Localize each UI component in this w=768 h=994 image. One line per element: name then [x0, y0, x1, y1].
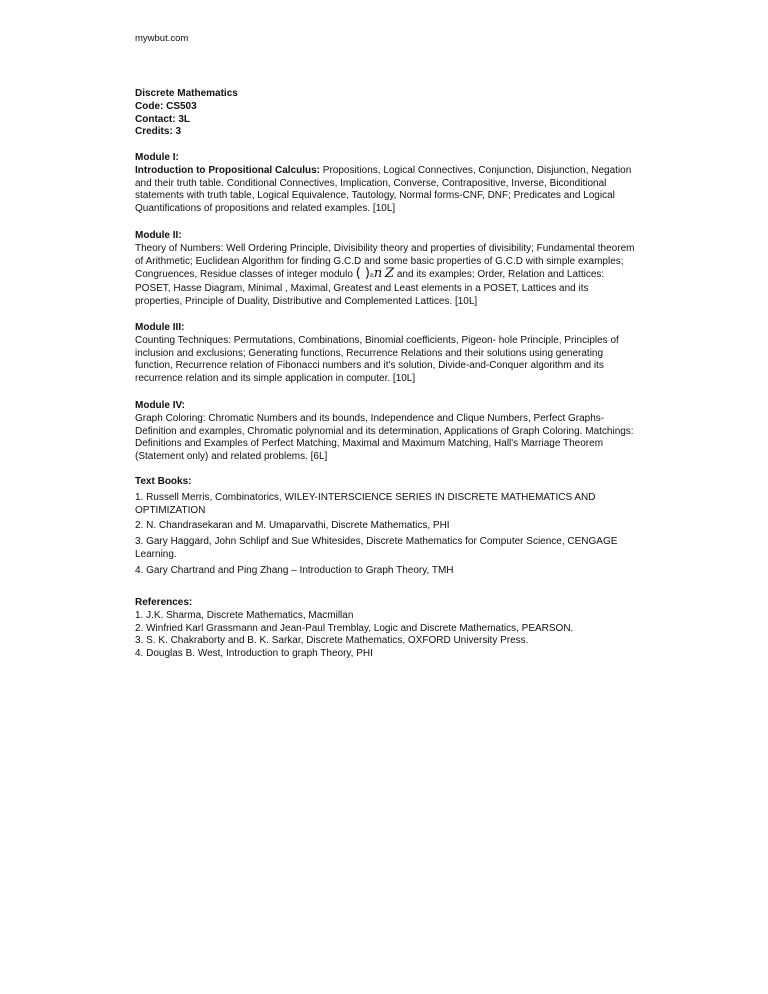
module-4-text: Graph Coloring: Chromatic Numbers and its bounds, Independence and Clique Numbers, Perfect Graphs-Definition and examples, Chromatic polynomial and its determination, Applications of Graph Coloring. Matchings: Definitions and Examples of Perfect Matching, Maximal and Maximum Matching, Hall's Marriage Theorem (Statement only) and related problems. [6L] [135, 412, 634, 463]
math-paren: ( ) [355, 266, 370, 282]
course-contact: Contact: 3L [135, 113, 190, 125]
module-1-heading: Module I: [135, 152, 179, 163]
site-name: mywbut.com [135, 33, 189, 44]
module-4-heading: Module IV: [135, 400, 185, 411]
math-subscript: n [369, 272, 374, 280]
module-3-heading: Module III: [135, 322, 185, 333]
textbooks-section [135, 476, 635, 581]
textbook-item: 4. Gary Chartrand and Ping Zhang – Introduction to Graph Theory, TMH [135, 564, 454, 576]
module-4 [135, 400, 635, 464]
math-z: Z [385, 266, 395, 282]
references-heading: References: [135, 597, 193, 608]
module-2-text-before: Theory of Numbers: Well Ordering Principle, Divisibility theory and properties of divisibility; Fundamental theorem of Arithmetic; Euclidean Algorithm for finding G.C.D and some basic properties of G.C.D with simple examples; Congruences, Residue classes of integer modulo [135, 242, 635, 281]
textbooks-heading: Text Books: [135, 476, 192, 487]
references-section [135, 597, 635, 661]
reference-item: 1. J.K. Sharma, Discrete Mathematics, Macmillan [135, 609, 354, 621]
module-3-text: Counting Techniques: Permutations, Combinations, Binomial coefficients, Pigeon- hole Principle, Principles of inclusion and exclusions; Generating functions, Recurrence Relations and their solutions using generating function, Recurrence relation of Fibonacci numbers and it's solution, Divide-and-Conquer algorithm and its recurrence relation and its simple application in computer. [10L] [135, 334, 619, 385]
module-2-body [135, 243, 635, 309]
math-n: n [373, 266, 383, 282]
module-1-lead: Introduction to Propositional Calculus: [135, 164, 320, 176]
course-header [135, 88, 238, 139]
module-2-text-after: and its examples; Order, Relation and Lattices: POSET, Hasse Diagram, Minimal , Maximal, Greatest and Least elements in a POSET, Lattices and its properties, Principle of Duality, Distributive and Complemented Lattices. [10L] [135, 269, 605, 307]
textbook-item: 1. Russell Merris, Combinatorics, WILEY-INTERSCIENCE SERIES IN DISCRETE MATHEMATICS AND OPTIMIZATION [135, 491, 596, 516]
course-code: Code: CS503 [135, 100, 197, 112]
module-2 [135, 230, 635, 309]
module-2-heading: Module II: [135, 230, 182, 241]
module-3 [135, 322, 635, 386]
module-1-body [135, 165, 635, 216]
module-1-text: Propositions, Logical Connectives, Conjunction, Disjunction, Negation and their truth table. Conditional Connectives, Implication, Converse, Contrapositive, Inverse, Biconditional statements with truth table, Logical Equivalence, Tautology, Normal forms-CNF, DNF; Predicates and Logical Quantifications of propositions and related examples. [10L] [135, 164, 632, 215]
reference-item: 2. Winfried Karl Grassmann and Jean-Paul Tremblay, Logic and Discrete Mathematics, PEARSON. [135, 622, 574, 634]
reference-item: 3. S. K. Chakraborty and B. K. Sarkar, Discrete Mathematics, OXFORD University Press. [135, 635, 529, 647]
course-title: Discrete Mathematics [135, 88, 238, 99]
textbook-item: 3. Gary Haggard, John Schlipf and Sue Whitesides, Discrete Mathematics for Computer Science, CENGAGE Learning. [135, 536, 618, 560]
reference-item: 4. Douglas B. West, Introduction to graph Theory, PHI [135, 648, 373, 660]
textbook-item: 2. N. Chandrasekaran and M. Umaparvathi, Discrete Mathematics, PHI [135, 520, 450, 532]
course-credits: Credits: 3 [135, 126, 182, 138]
module-1 [135, 152, 635, 216]
